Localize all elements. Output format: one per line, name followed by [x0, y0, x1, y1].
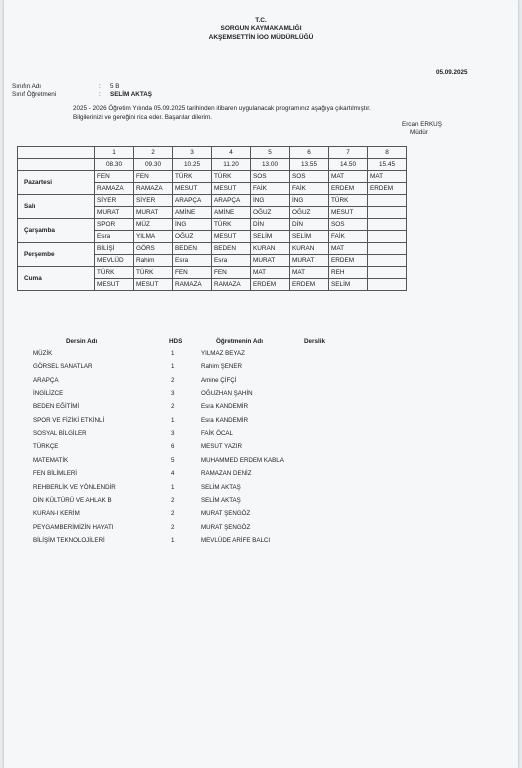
- timetable-corner-cell: [18, 159, 95, 171]
- period-number: 5: [251, 147, 290, 159]
- lesson-teacher: Esra: [95, 231, 134, 243]
- header-institution: SORGUN KAYMAKAMLIĞI: [220, 25, 302, 32]
- lesson-teacher: AMİNE: [173, 207, 212, 219]
- lesson-teacher: ERDEM: [290, 279, 329, 291]
- lesson-subject: FEN: [212, 267, 251, 279]
- lesson-subject: MÜZ: [134, 219, 173, 231]
- lesson-teacher: MESUT: [212, 231, 251, 243]
- subject-hours: 4: [171, 470, 175, 477]
- lesson-subject: MAT: [329, 171, 368, 183]
- lesson-subject: BEDEN: [212, 243, 251, 255]
- lesson-subject: FEN: [173, 267, 212, 279]
- lesson-teacher: MESUT: [173, 183, 212, 195]
- lesson-teacher: OĞUZ: [173, 231, 212, 243]
- subject-teacher: MURAT ŞENGÖZ: [201, 524, 251, 531]
- lesson-subject: SOS: [329, 219, 368, 231]
- lesson-subject: İNG: [251, 195, 290, 207]
- subject-teacher: SELİM AKTAŞ: [201, 497, 241, 504]
- subjects-col-room: Derslik: [304, 338, 326, 345]
- subject-hours: 1: [171, 484, 175, 491]
- lesson-subject: TÜRK: [329, 195, 368, 207]
- lesson-subject: MAT: [329, 243, 368, 255]
- subject-name: KURAN-I KERİM: [33, 510, 80, 517]
- teacher-colon: :: [99, 91, 101, 98]
- subject-name: GÖRSEL SANATLAR: [33, 363, 93, 370]
- subjects-col-teacher: Öğretmenin Adı: [216, 338, 263, 345]
- lesson-subject: SOS: [290, 171, 329, 183]
- lesson-subject: TÜRK: [212, 219, 251, 231]
- lesson-teacher: FAİK: [290, 183, 329, 195]
- lesson-teacher: RAMAZA: [173, 279, 212, 291]
- subject-hours: 3: [171, 430, 175, 437]
- lesson-teacher: Rahim: [134, 255, 173, 267]
- lesson-teacher: MESUT: [95, 279, 134, 291]
- lesson-subject: SİYER: [95, 195, 134, 207]
- lesson-subject: ARAPÇA: [173, 195, 212, 207]
- lesson-teacher: MESUT: [134, 279, 173, 291]
- lesson-subject: İNG: [173, 219, 212, 231]
- timetable-period-row: [18, 147, 407, 159]
- lesson-subject: TÜRK: [134, 267, 173, 279]
- subject-hours: 6: [171, 443, 175, 450]
- lesson-teacher: Esra: [212, 255, 251, 267]
- lesson-teacher: ERDEM: [329, 255, 368, 267]
- subject-teacher: Esra KANDEMİR: [201, 417, 249, 424]
- teacher-value: SELİM AKTAŞ: [110, 91, 152, 98]
- day-name: Salı: [18, 195, 95, 219]
- lesson-subject: [368, 195, 407, 207]
- subject-name: BEDEN EĞİTİMİ: [33, 403, 80, 410]
- subject-name: SOSYAL BİLGİLER: [33, 430, 87, 437]
- lesson-teacher: SELİM: [251, 231, 290, 243]
- lesson-subject: SOS: [251, 171, 290, 183]
- lesson-subject: İNG: [290, 195, 329, 207]
- timetable-day-row: [18, 243, 407, 255]
- period-number: 6: [290, 147, 329, 159]
- period-time: 10.25: [173, 159, 212, 171]
- lesson-subject: MAT: [290, 267, 329, 279]
- lesson-subject: SİYER: [134, 195, 173, 207]
- subject-hours: 2: [171, 510, 175, 517]
- lesson-subject: BEDEN: [173, 243, 212, 255]
- subject-name: İNGİLİZCE: [33, 390, 64, 397]
- subject-hours: 5: [171, 457, 175, 464]
- lesson-subject: FEN: [95, 171, 134, 183]
- lesson-subject: [368, 267, 407, 279]
- timetable-day-row: [18, 267, 407, 279]
- timetable-day-row: [18, 219, 407, 231]
- lesson-teacher: OĞUZ: [251, 207, 290, 219]
- lesson-teacher: Esra: [173, 255, 212, 267]
- subjects-col-name: Dersin Adı: [66, 338, 98, 345]
- lesson-subject: [368, 219, 407, 231]
- lesson-teacher: YILMA: [134, 231, 173, 243]
- subject-teacher: RAMAZAN DENİZ: [201, 470, 252, 477]
- lesson-teacher: FAİK: [251, 183, 290, 195]
- notice-line2: Bilgilerinizi ve gereğini rica eder. Başarılar dilerim.: [73, 114, 212, 121]
- lesson-teacher: RAMAZA: [134, 183, 173, 195]
- lesson-subject: REH: [329, 267, 368, 279]
- subject-teacher: SELİM AKTAŞ: [201, 484, 241, 491]
- period-number: 7: [329, 147, 368, 159]
- lesson-teacher: ERDEM: [368, 183, 407, 195]
- lesson-subject: DİN: [251, 219, 290, 231]
- lesson-subject: TÜRK: [173, 171, 212, 183]
- lesson-subject: ARAPÇA: [212, 195, 251, 207]
- subject-hours: 2: [171, 403, 175, 410]
- lesson-teacher: [368, 207, 407, 219]
- lesson-subject: TÜRK: [95, 267, 134, 279]
- subject-hours: 1: [171, 363, 175, 370]
- class-label: Sınıfın Adı: [12, 83, 42, 90]
- period-number: 3: [173, 147, 212, 159]
- timetable-day-row: [18, 171, 407, 183]
- subject-name: DİN KÜLTÜRÜ VE AHLAK B: [33, 497, 112, 504]
- subject-teacher: Esra KANDEMİR: [201, 403, 249, 410]
- day-name: Çarşamba: [18, 219, 95, 243]
- subject-name: MÜZİK: [33, 350, 53, 357]
- day-name: Perşembe: [18, 243, 95, 267]
- period-time: 13.55: [290, 159, 329, 171]
- lesson-teacher: MURAT: [95, 207, 134, 219]
- period-time: 14.50: [329, 159, 368, 171]
- lesson-subject: MAT: [251, 267, 290, 279]
- lesson-teacher: ERDEM: [251, 279, 290, 291]
- lesson-subject: MAT: [368, 171, 407, 183]
- period-number: 1: [95, 147, 134, 159]
- lesson-teacher: FAİK: [329, 231, 368, 243]
- subject-hours: 1: [171, 537, 175, 544]
- subject-hours: 3: [171, 390, 175, 397]
- subject-hours: 1: [171, 350, 175, 357]
- subject-teacher: MEVLÜDE ARİFE BALCI: [201, 537, 271, 544]
- lesson-teacher: MURAT: [134, 207, 173, 219]
- signature-name: Ercan ERKUŞ: [402, 121, 442, 128]
- subjects-col-hours: HDS: [169, 338, 183, 345]
- day-name: Pazartesi: [18, 171, 95, 195]
- lesson-teacher: MESUT: [212, 183, 251, 195]
- lesson-subject: TÜRK: [212, 171, 251, 183]
- period-number: 8: [368, 147, 407, 159]
- period-time: 11.20: [212, 159, 251, 171]
- lesson-teacher: [368, 231, 407, 243]
- document-date: 05.09.2025: [436, 69, 468, 76]
- subject-name: MATEMATİK: [33, 457, 69, 464]
- subject-name: REHBERLİK VE YÖNLENDİR: [33, 484, 116, 491]
- header-school: AKŞEMSETTİN İOO MÜDÜRLÜĞÜ: [208, 34, 314, 41]
- subject-name: ARAPÇA: [33, 377, 59, 384]
- subject-teacher: MURAT ŞENGÖZ: [201, 510, 251, 517]
- period-time: 15.45: [368, 159, 407, 171]
- lesson-teacher: RAMAZA: [95, 183, 134, 195]
- weekly-timetable: [17, 146, 407, 291]
- lesson-teacher: MURAT: [251, 255, 290, 267]
- lesson-subject: FEN: [134, 171, 173, 183]
- lesson-teacher: SELİM: [290, 231, 329, 243]
- subject-teacher: MUHAMMED ERDEM KABLA: [201, 457, 284, 464]
- period-time: 09.30: [134, 159, 173, 171]
- lesson-teacher: AMİNE: [212, 207, 251, 219]
- header-tc: T.C.: [255, 17, 267, 24]
- lesson-subject: SPOR: [95, 219, 134, 231]
- period-number: 2: [134, 147, 173, 159]
- lesson-teacher: SELİM: [329, 279, 368, 291]
- notice-line1: 2025 - 2026 Öğretim Yılında 05.09.2025 tarihinden itibaren uygulanacak programınız aşağıya çıkartılmıştır.: [73, 105, 371, 112]
- subject-hours: 1: [171, 417, 175, 424]
- lesson-teacher: MESUT: [329, 207, 368, 219]
- lesson-subject: [368, 243, 407, 255]
- subject-hours: 2: [171, 524, 175, 531]
- subject-teacher: YILMAZ BEYAZ: [201, 350, 245, 357]
- class-colon: :: [99, 83, 101, 90]
- subject-hours: 2: [171, 497, 175, 504]
- lesson-teacher: MURAT: [290, 255, 329, 267]
- subject-teacher: Amine ÇİFÇİ: [201, 377, 237, 384]
- lesson-subject: DİN: [290, 219, 329, 231]
- teacher-label: Sınıf Öğretmeni: [12, 91, 57, 98]
- lesson-subject: GÖRS: [134, 243, 173, 255]
- timetable-time-row: [18, 159, 407, 171]
- lesson-teacher: MEVLÜD: [95, 255, 134, 267]
- lesson-teacher: RAMAZA: [212, 279, 251, 291]
- subject-hours: 2: [171, 377, 175, 384]
- subject-name: PEYGAMBERİMİZİN HAYATI: [33, 524, 114, 531]
- lesson-subject: KURAN: [251, 243, 290, 255]
- lesson-teacher: OĞUZ: [290, 207, 329, 219]
- subject-teacher: FAİK ÖCAL: [201, 430, 233, 437]
- subject-teacher: Rahim ŞENER: [201, 363, 242, 370]
- day-name: Cuma: [18, 267, 95, 291]
- timetable-day-row: [18, 195, 407, 207]
- lesson-teacher: ERDEM: [329, 183, 368, 195]
- period-time: 08.30: [95, 159, 134, 171]
- class-value: 5 B: [110, 83, 120, 90]
- lesson-subject: BİLİŞİ: [95, 243, 134, 255]
- subject-teacher: MESUT YAZIR: [201, 443, 242, 450]
- document-page: [4, 0, 518, 768]
- subject-name: BİLİŞİM TEKNOLOJİLERİ: [33, 537, 105, 544]
- period-number: 4: [212, 147, 251, 159]
- timetable-corner-cell: [18, 147, 95, 159]
- subject-name: TÜRKÇE: [33, 443, 59, 450]
- subject-teacher: OĞUZHAN ŞAHİN: [201, 390, 253, 397]
- lesson-teacher: [368, 255, 407, 267]
- subject-name: FEN BİLİMLERİ: [33, 470, 78, 477]
- signature-title: Müdür: [410, 129, 428, 136]
- subject-name: SPOR VE FİZİKİ ETKİNLİ: [33, 417, 105, 424]
- lesson-teacher: [368, 279, 407, 291]
- period-time: 13.00: [251, 159, 290, 171]
- lesson-subject: KURAN: [290, 243, 329, 255]
